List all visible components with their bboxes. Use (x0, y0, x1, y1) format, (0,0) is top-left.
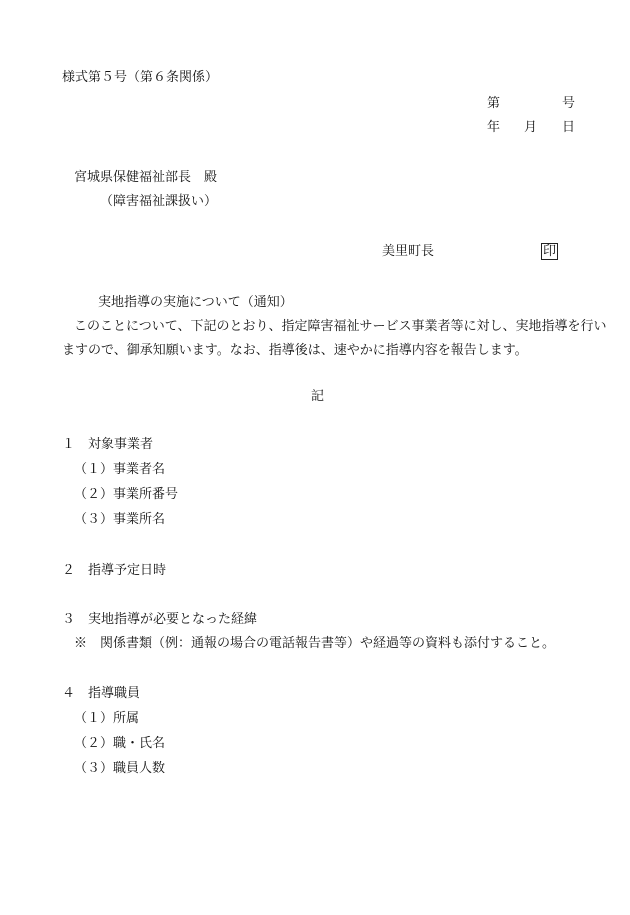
section-4-item-1: （１）所属 (74, 711, 140, 726)
body-line-2: ますので、御承知願います。なお、指導後は、速やかに指導内容を報告します。 (62, 343, 528, 358)
date-year: 年 (487, 120, 501, 135)
section-2-title: ２ 指導予定日時 (62, 563, 167, 578)
section-3-title: ３ 実地指導が必要となった経緯 (62, 612, 258, 627)
seal-mark (541, 243, 558, 260)
sender-name: 美里町長 (382, 244, 435, 259)
addressee-name: 宮城県保健福祉部長 殿 (74, 170, 218, 185)
document-number-prefix: 第 (487, 96, 501, 111)
section-4-item-3: （３）職員人数 (74, 761, 166, 776)
section-4-title: ４ 指導職員 (62, 686, 141, 701)
section-1-title: １ 対象事業者 (62, 437, 154, 452)
document-number-suffix: 号 (562, 96, 576, 111)
section-3-note: ※ 関係書類（例：通報の場合の電話報告書等）や経過等の資料も添付すること。 (74, 636, 556, 651)
section-1-item-3: （３）事業所名 (74, 512, 166, 527)
date-month: 月 (524, 120, 538, 135)
form-label: 様式第５号（第６条関係） (62, 70, 219, 85)
section-1-item-2: （２）事業所番号 (74, 487, 179, 502)
body-line-1: このことについて、下記のとおり、指定障害福祉サービス事業者等に対し、実地指導を行い (74, 319, 607, 334)
seal-box: 印 (543, 244, 557, 259)
addressee-handling: （障害福祉課扱い） (100, 194, 218, 209)
date-day: 日 (562, 120, 576, 135)
ki-heading: 記 (311, 389, 325, 404)
section-4-item-2: （２）職・氏名 (74, 736, 166, 751)
section-1-item-1: （１）事業者名 (74, 462, 166, 477)
subject-title: 実地指導の実施について（通知） (98, 295, 293, 310)
